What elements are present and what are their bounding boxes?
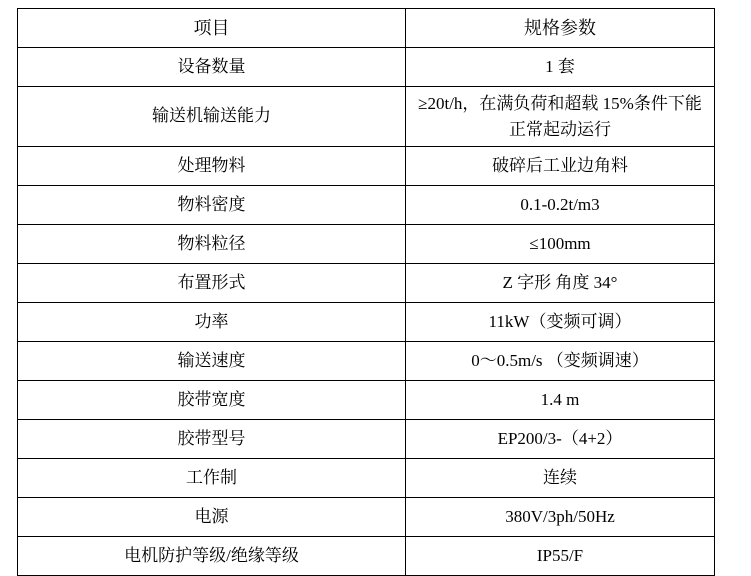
row-item-cell	[18, 264, 406, 303]
row-spec-cell	[406, 381, 715, 420]
row-item-label: 功率	[194, 311, 229, 331]
column-header-spec-label: 规格参数	[524, 17, 596, 38]
table-row	[18, 381, 715, 420]
row-spec-value: 破碎后工业边角料	[492, 155, 628, 175]
column-header-item	[18, 9, 406, 48]
row-spec-value: ≥20t/h，在满负荷和超载 15%条件下能正常起动运行	[418, 94, 702, 139]
row-item-label: 胶带宽度	[177, 389, 246, 409]
table-row	[18, 225, 715, 264]
row-item-label: 胶带型号	[177, 428, 246, 448]
row-item-cell	[18, 420, 406, 459]
row-spec-cell	[406, 459, 715, 498]
row-item-cell	[18, 48, 406, 87]
row-item-label: 工作制	[186, 467, 237, 487]
row-spec-value: EP200/3-（4+2）	[497, 428, 623, 448]
row-spec-cell	[406, 420, 715, 459]
table-row	[18, 498, 715, 537]
row-spec-cell	[406, 537, 715, 576]
row-spec-cell	[406, 303, 715, 342]
table-body	[18, 9, 715, 576]
table-row	[18, 264, 715, 303]
row-spec-value: Z 字形 角度 34°	[502, 272, 618, 292]
specification-table	[17, 8, 715, 576]
row-item-label: 物料密度	[177, 194, 246, 214]
row-item-cell	[18, 459, 406, 498]
row-item-cell	[18, 381, 406, 420]
table-row	[18, 303, 715, 342]
row-spec-cell	[406, 87, 715, 147]
row-spec-cell	[406, 264, 715, 303]
row-spec-value: 0.1-0.2t/m3	[520, 194, 600, 214]
row-spec-value: 1 套	[545, 56, 575, 76]
row-spec-cell	[406, 342, 715, 381]
row-spec-cell	[406, 147, 715, 186]
document-page	[0, 8, 751, 564]
row-item-cell	[18, 87, 406, 147]
row-spec-value: 连续	[543, 467, 577, 487]
column-header-spec	[406, 9, 715, 48]
row-spec-value: 11kW（变频可调）	[488, 311, 632, 331]
row-item-label: 输送机输送能力	[152, 106, 271, 126]
row-item-cell	[18, 186, 406, 225]
table-row	[18, 420, 715, 459]
row-item-cell	[18, 225, 406, 264]
row-item-cell	[18, 498, 406, 537]
table-row	[18, 87, 715, 147]
table-row	[18, 186, 715, 225]
row-item-label: 电机防护等级/绝缘等级	[124, 545, 299, 565]
row-item-label: 设备数量	[177, 56, 246, 76]
table-row	[18, 147, 715, 186]
table-row	[18, 459, 715, 498]
row-item-label: 电源	[194, 506, 229, 526]
row-item-cell	[18, 537, 406, 576]
row-spec-value: 1.4 m	[540, 389, 580, 409]
row-spec-cell	[406, 225, 715, 264]
row-item-label: 物料粒径	[177, 233, 246, 253]
table-row	[18, 342, 715, 381]
row-item-label: 输送速度	[177, 350, 246, 370]
row-spec-cell	[406, 498, 715, 537]
row-spec-value: 0～0.5m/s （变频调速）	[471, 350, 649, 370]
row-spec-cell	[406, 186, 715, 225]
row-spec-cell	[406, 48, 715, 87]
column-header-item-label: 项目	[193, 17, 230, 38]
row-spec-value: 380V/3ph/50Hz	[505, 506, 615, 526]
row-item-label: 布置形式	[177, 272, 246, 292]
row-spec-value: IP55/F	[536, 545, 584, 565]
table-header-row	[18, 9, 715, 48]
row-item-cell	[18, 303, 406, 342]
table-row	[18, 537, 715, 576]
row-spec-value: ≤100mm	[529, 233, 591, 253]
row-item-label: 处理物料	[177, 155, 246, 175]
row-item-cell	[18, 147, 406, 186]
table-row	[18, 48, 715, 87]
row-item-cell	[18, 342, 406, 381]
